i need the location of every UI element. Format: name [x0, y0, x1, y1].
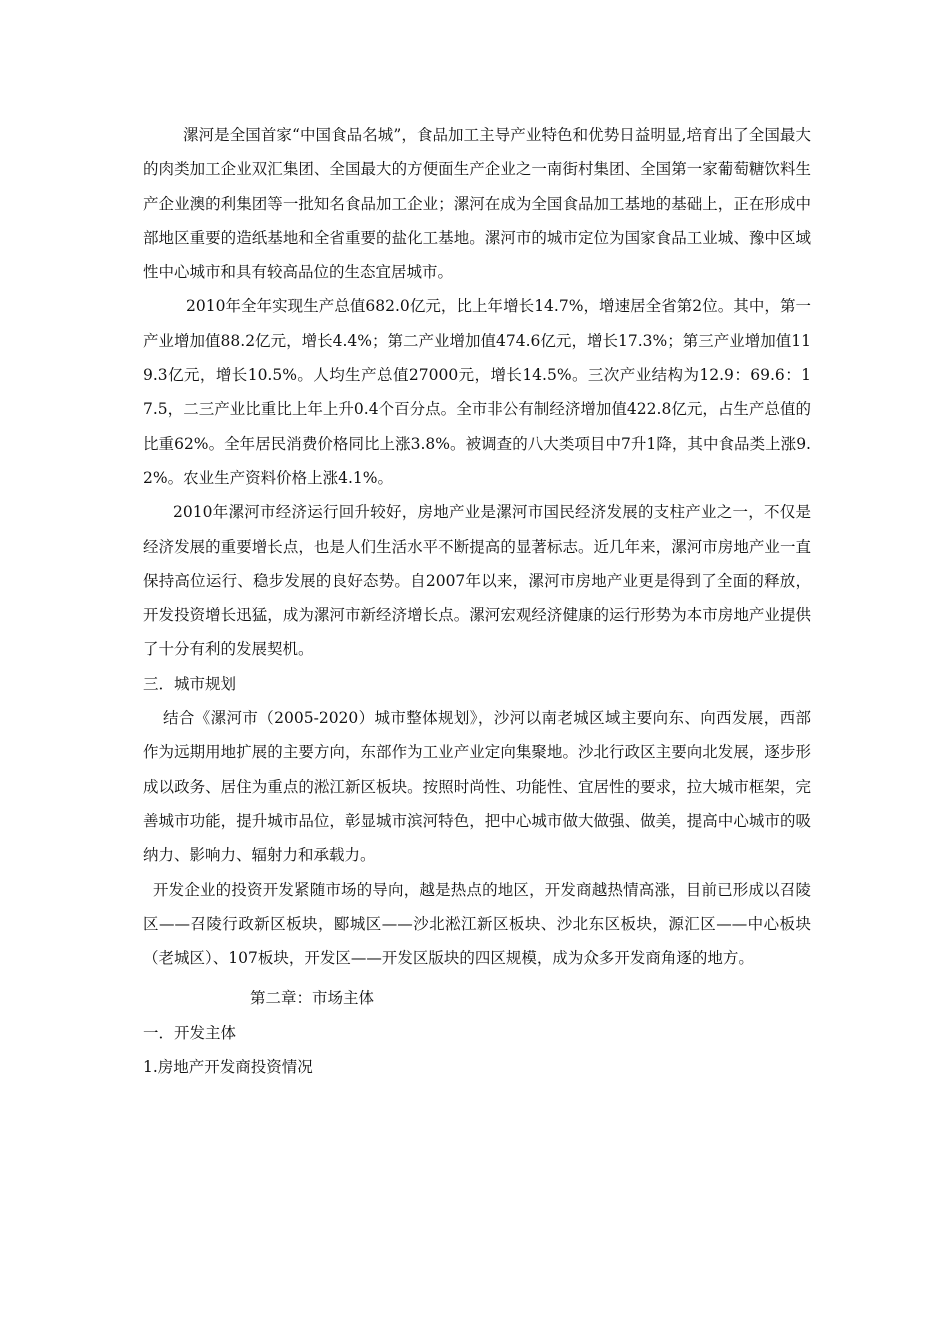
- paragraph-city-plan: 结合《漯河市（2005-2020）城市整体规划》，沙河以南老城区域主要向东、向西发展，西部作为远期用地扩展的主要方向，东部作为工业产业定向集聚地。沙北行政区主要向北发展，逐步形成以政务、居住为重点的淞江新区板块。按照时尚性、功能性、宜居性的要求，拉大城市框架，完善城市功能，提升城市品位，彰显城市滨河特色，把中心城市做大做强、做美，提高中心城市的吸纳力、影响力、辐射力和承载力。: [143, 709, 811, 865]
- heading-investment: 1.房地产开发商投资情况: [143, 1058, 313, 1077]
- document-page: [143, 118, 811, 1084]
- chapter-title: 第二章：市场主体: [250, 989, 375, 1008]
- heading-development-subject: 一．开发主体: [143, 1023, 237, 1042]
- paragraph-development-areas: 开发企业的投资开发紧随市场的导向，越是热点的地区，开发商越热情高涨，目前已形成以召陵区——召陵行政新区板块，郾城区——沙北淞江新区板块、沙北东区板块，源汇区——中心板块（老城区）、107板块，开发区——开发区版块的四区规模，成为众多开发商角逐的地方。: [143, 880, 811, 968]
- paragraph-gdp-2010: 2010年全年实现生产总值682.0亿元，比上年增长14.7%，增速居全省第2位。其中，第一产业增加值88.2亿元，增长4.4%；第二产业增加值474.6亿元，增长17.3%；第三产业增加值119.3亿元，增长10.5%。人均生产总值27000元，增长14.5%。三次产业结构为12.9：69.6：17.5，二三产业比重比上年上升0.4个百分点。全市非公有制经济增加值422.8亿元，占生产总值的比重62%。全年居民消费价格同比上涨3.8%。被调查的八大类项目中7升1降，其中食品类上涨9.2%。农业生产资料价格上涨4.1%。: [143, 297, 811, 487]
- heading-city-planning: 三．城市规划: [143, 674, 237, 693]
- paragraph-food-city: 漯河是全国首家“中国食品名城”，食品加工主导产业特色和优势日益明显,培育出了全国最大的肉类加工企业双汇集团、全国最大的方便面生产企业之一南街村集团、全国第一家葡萄糖饮料生产企业澳的利集团等一批知名食品加工企业；漯河在成为全国食品加工基地的基础上，正在形成中部地区重要的造纸基地和全省重要的盐化工基地。漯河市的城市定位为国家食品工业城、豫中区域性中心城市和具有较高品位的生态宜居城市。: [143, 126, 811, 282]
- paragraph-real-estate: 2010年漯河市经济运行回升较好，房地产业是漯河市国民经济发展的支柱产业之一，不仅是经济发展的重要增长点，也是人们生活水平不断提高的显著标志。近几年来，漯河市房地产业一直保持高位运行、稳步发展的良好态势。自2007年以来，漯河市房地产业更是得到了全面的释放，开发投资增长迅猛，成为漯河市新经济增长点。漯河宏观经济健康的运行形势为本市房地产业提供了十分有利的发展契机。: [143, 503, 811, 659]
